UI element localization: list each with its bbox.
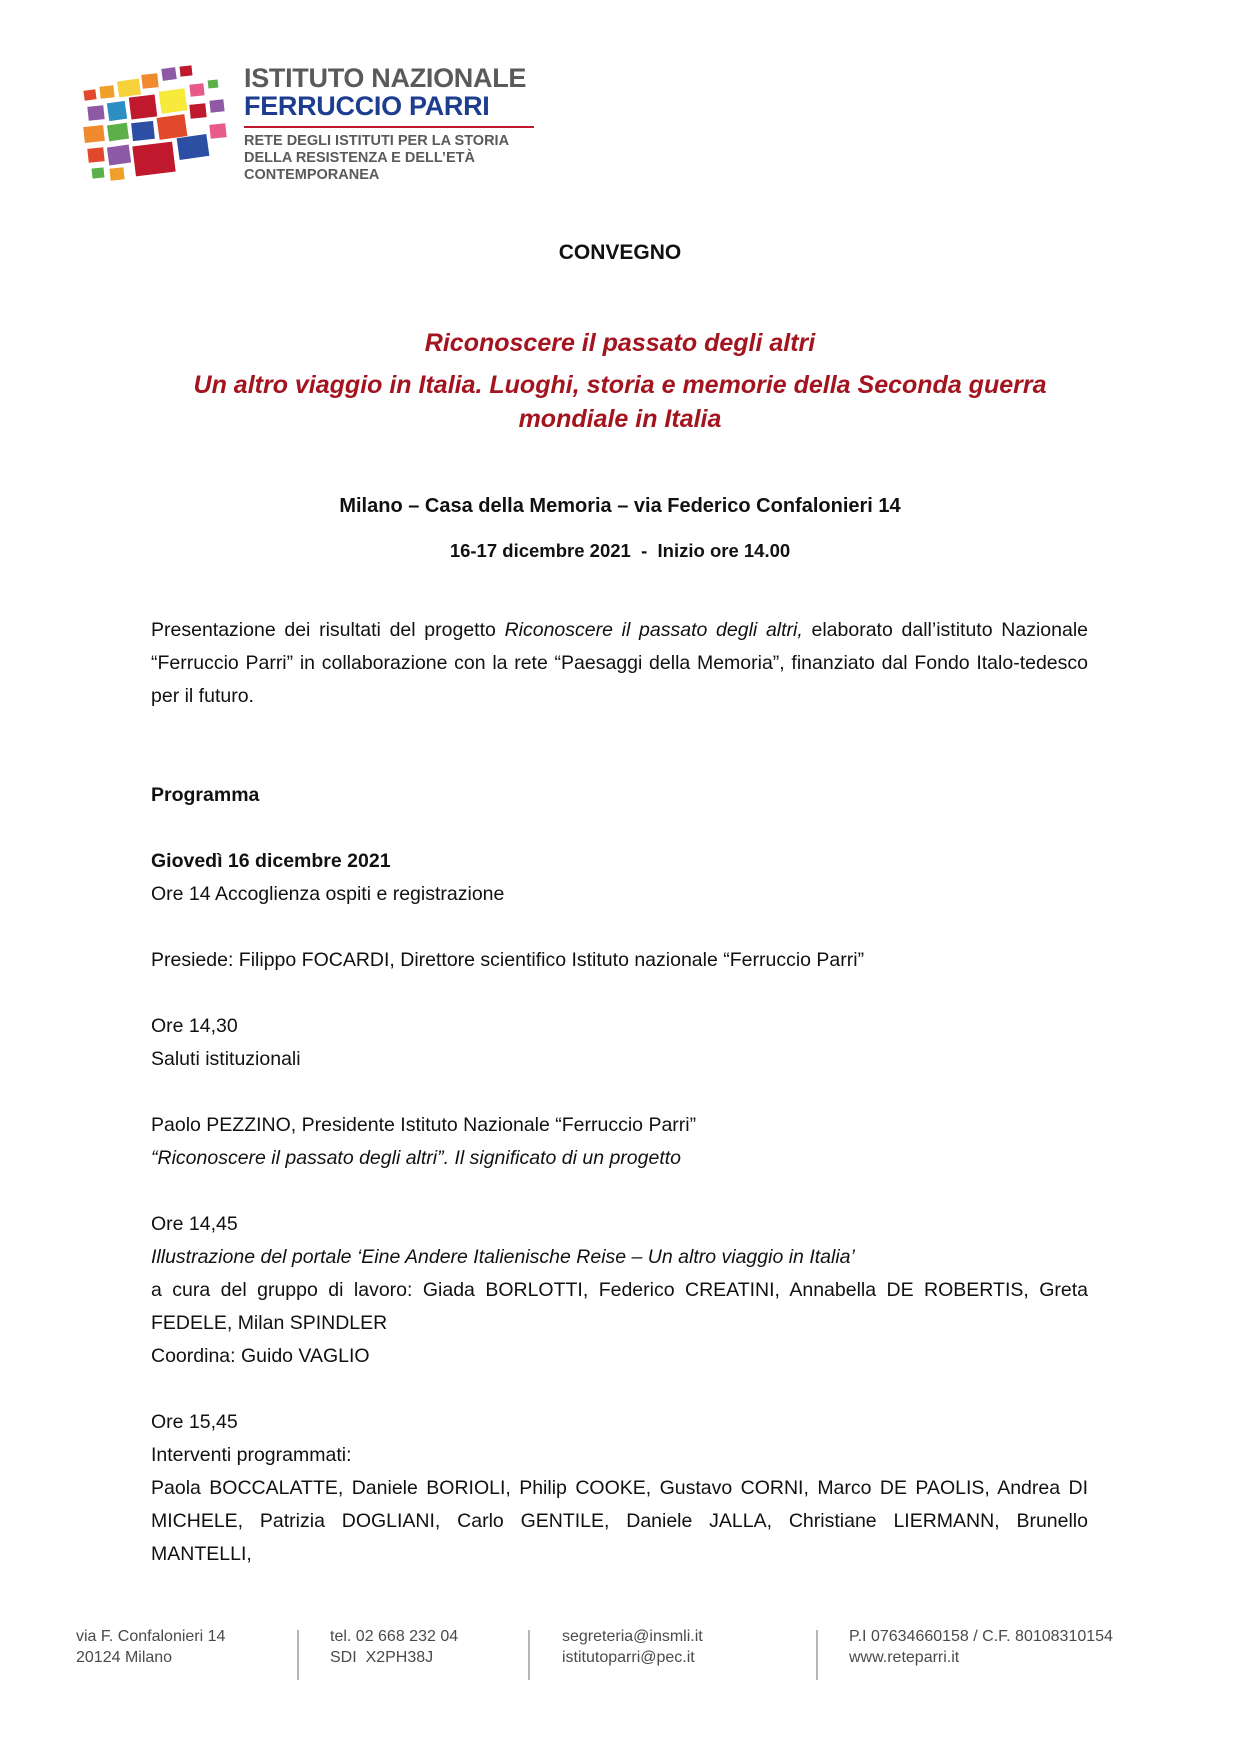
intro-paragraph	[151, 614, 1088, 713]
program-heading: Programma	[151, 784, 260, 806]
event-dates: 16-17 dicembre 2021 - Inizio ore 14.00	[449, 540, 791, 561]
title-line2: Un altro viaggio in Italia. Luoghi, storia e memorie della Seconda guerra	[193, 371, 1047, 399]
title-line1: Riconoscere il passato degli altri	[424, 329, 816, 357]
session3-speakers-line2: MICHELE, Patrizia DOGLIANI, Carlo GENTILE, Daniele JALLA, Christiane LIERMANN, Brunello MANTELLI,	[151, 1510, 1088, 1565]
logo-subtitle-line3: CONTEMPORANEA	[244, 167, 380, 183]
logo-name-line1: ISTITUTO NAZIONALE	[244, 63, 527, 93]
logo-divider	[244, 126, 534, 128]
program-day: Giovedì 16 dicembre 2021	[151, 850, 391, 872]
session3-time: Ore 15,45	[151, 1411, 238, 1433]
footer-address-line1: via F. Confalonieri 14	[76, 1628, 226, 1645]
footer-email	[562, 1626, 703, 1668]
session2-time: Ore 14,45	[151, 1213, 238, 1235]
session1-talk: “Riconoscere il passato degli altri”. Il significato di un progetto	[151, 1147, 682, 1169]
institute-logo	[82, 64, 562, 194]
session2-group-line1: a cura del gruppo di lavoro: Giada BORLOTTI, Federico CREATINI, Annabella DE ROBERTIS, Greta	[151, 1279, 1088, 1301]
footer-website[interactable]: www.reteparri.it	[849, 1649, 960, 1666]
session1-time: Ore 14,30	[151, 1015, 238, 1037]
logo-name-line2: FERRUCCIO PARRI	[244, 91, 490, 121]
program-section	[151, 779, 1088, 1565]
document-heading: CONVEGNO	[558, 241, 682, 264]
logo-subtitle-line2: DELLA RESISTENZA E DELL’ETÀ	[244, 150, 475, 166]
footer-sdi-line: SDI X2PH38J	[330, 1649, 434, 1666]
venue: Milano – Casa della Memoria – via Federico Confalonieri 14	[339, 495, 901, 517]
footer-tax	[849, 1626, 1113, 1668]
session1-title: Saluti istituzionali	[151, 1048, 301, 1070]
logo-subtitle-line1: RETE DEGLI ISTITUTI PER LA STORIA	[244, 133, 510, 149]
title-line3: mondiale in Italia	[518, 405, 722, 433]
session3-speakers-line1: Paola BOCCALATTE, Daniele BORIOLI, Philip COOKE, Gustavo CORNI, Marco DE PAOLIS, Andrea DI	[151, 1477, 1088, 1499]
session1-speaker: Paolo PEZZINO, Presidente Istituto Nazionale “Ferruccio Parri”	[151, 1114, 697, 1136]
logo-text	[244, 64, 534, 184]
program-welcome: Ore 14 Accoglienza ospiti e registrazione	[151, 883, 505, 905]
program-chair: Presiede: Filippo FOCARDI, Direttore scientifico Istituto nazionale “Ferruccio Parri”	[151, 949, 865, 971]
footer-divider	[816, 1630, 818, 1680]
footer-tax-ids: P.I 07634660158 / C.F. 80108310154	[849, 1628, 1113, 1645]
footer	[0, 1626, 1240, 1682]
intro-text-1: Presentazione dei risultati del progetto	[151, 619, 505, 641]
footer-email-2[interactable]: istitutoparri@pec.it	[562, 1649, 695, 1666]
logo-mosaic-icon	[82, 64, 232, 188]
session2-title: Illustrazione del portale ‘Eine Andere Italienische Reise – Un altro viaggio in Italia’	[151, 1246, 855, 1268]
footer-address	[76, 1626, 225, 1668]
footer-address-line2: 20124 Milano	[76, 1649, 173, 1666]
footer-divider	[297, 1630, 299, 1680]
footer-phone	[330, 1626, 458, 1668]
footer-email-1[interactable]: segreteria@insmli.it	[562, 1628, 703, 1645]
intro-project-name: Riconoscere il passato degli altri,	[504, 619, 803, 641]
session2-coordinator: Coordina: Guido VAGLIO	[151, 1345, 370, 1367]
footer-phone-line: tel. 02 668 232 04	[330, 1628, 459, 1645]
footer-divider	[528, 1630, 530, 1680]
intro-text-2: elaborato dall’istituto Nazionale “Ferruccio Parri” in collaborazione con la rete “Paesaggi della Memoria”, finanziato dal Fondo Italo-tedesco per il futuro.	[151, 619, 1088, 707]
session3-title: Interventi programmati:	[151, 1444, 352, 1466]
session2-group-line2: FEDELE, Milan SPINDLER	[151, 1312, 388, 1334]
